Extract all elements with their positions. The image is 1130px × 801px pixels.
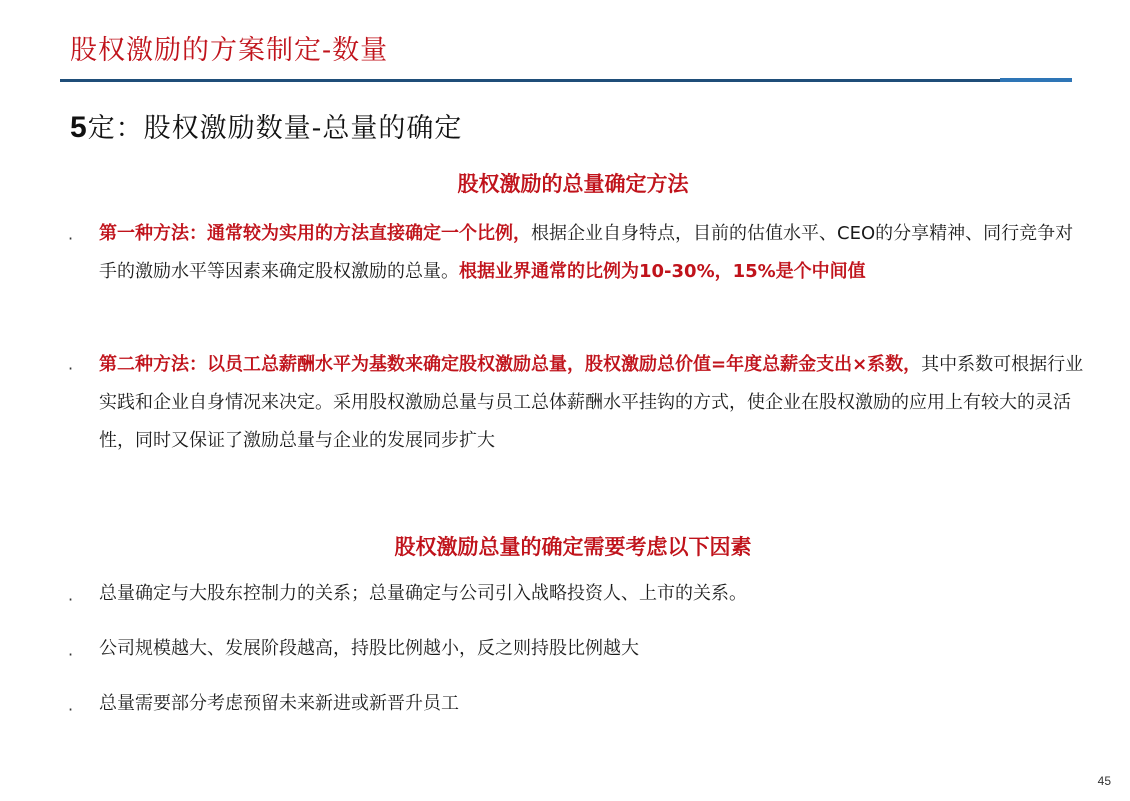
- method-item-1-tail: 根据业界通常的比例为10-30%，15%是个中间值: [459, 261, 866, 282]
- method-item-1-lead: 第一种方法：通常较为实用的方法直接确定一个比例，: [99, 223, 531, 244]
- slide-title: 股权激励的方案制定-数量: [70, 35, 389, 66]
- bullet-marker: ·: [68, 590, 74, 609]
- bullet-marker: ·: [68, 645, 74, 664]
- method-item-2-lead: 第二种方法：以员工总薪酬水平为基数来确定股权激励总量，股权激励总价值=年度总薪金支出×系数，: [99, 354, 922, 375]
- method-heading: 股权激励的总量确定方法: [457, 172, 689, 196]
- title-divider: [60, 79, 1072, 82]
- factors-heading: 股权激励总量的确定需要考虑以下因素: [394, 535, 752, 559]
- method-item-1-body: 根据企业自身特点，目前的估值水平、CEO的分享精神、同行竞争对手的激励水平等因素来确定股权激励的总量。: [99, 223, 1074, 282]
- bullet-marker: ·: [68, 229, 74, 248]
- page-number: 45: [1097, 774, 1111, 788]
- bullet-marker: ·: [68, 359, 74, 378]
- factor-item-1: 总量确定与大股东控制力的关系；总量确定与公司引入战略投资人、上市的关系。: [99, 583, 747, 604]
- factor-item-3: 总量需要部分考虑预留未来新进或新晋升员工: [99, 693, 459, 714]
- section-heading-text: 定：股权激励数量-总量的确定: [87, 113, 463, 144]
- factor-item-2: 公司规模越大、发展阶段越高，持股比例越小，反之则持股比例越大: [99, 638, 639, 659]
- section-heading: [70, 106, 462, 145]
- title-divider-accent: [1000, 78, 1072, 82]
- method-item-1: [99, 215, 1089, 291]
- method-item-2-body: 其中系数可根据行业实践和企业自身情况来决定。采用股权激励总量与员工总体薪酬水平挂钩的方式，使企业在股权激励的应用上有较大的灵活性，同时又保证了激励总量与企业的发展同步扩大: [99, 354, 1084, 451]
- bullet-marker: ·: [68, 700, 74, 719]
- section-number: 5: [70, 111, 88, 144]
- method-item-2: [99, 346, 1089, 460]
